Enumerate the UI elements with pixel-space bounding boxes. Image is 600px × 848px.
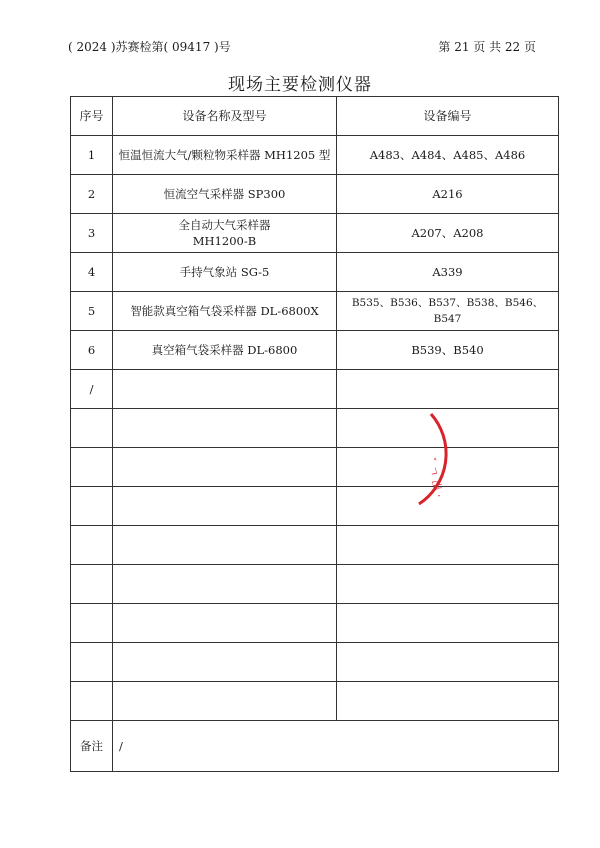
cell-name	[113, 214, 337, 253]
empty-cell	[113, 643, 337, 682]
cell-code: A216	[337, 175, 559, 214]
empty-cell	[71, 604, 113, 643]
column-header-code: 设备编号	[337, 97, 559, 136]
cell-code: A339	[337, 253, 559, 292]
page-number: 第 21 页 共 22 页	[438, 40, 536, 54]
document-number: ( 2024 )苏赛检第( 09417 )号	[68, 40, 231, 54]
cell-no: /	[71, 370, 113, 409]
empty-cell	[337, 643, 559, 682]
notes-value: /	[113, 721, 559, 772]
cell-no: 1	[71, 136, 113, 175]
empty-cell	[113, 487, 337, 526]
empty-cell	[113, 448, 337, 487]
seal-stamp	[405, 400, 485, 510]
table-header-row	[71, 97, 559, 136]
table-row	[71, 292, 559, 331]
cell-name: 智能款真空箱气袋采样器 DL-6800X	[113, 292, 337, 331]
empty-row	[71, 409, 559, 448]
empty-cell	[71, 565, 113, 604]
cell-name: 恒流空气采样器 SP300	[113, 175, 337, 214]
cell-name: 真空箱气袋采样器 DL-6800	[113, 331, 337, 370]
table-row	[71, 370, 559, 409]
instrument-table	[70, 96, 559, 772]
empty-row	[71, 565, 559, 604]
cell-name-line2: MH1200-B	[192, 234, 257, 248]
cell-code: A483、A484、A485、A486	[337, 136, 559, 175]
notes-label: 备注	[71, 721, 113, 772]
seal-mark: ˇ ㄱ 出 ·	[424, 455, 446, 499]
empty-cell	[71, 682, 113, 721]
empty-cell	[71, 448, 113, 487]
notes-row	[71, 721, 559, 772]
empty-cell	[113, 409, 337, 448]
table-row	[71, 253, 559, 292]
table-row	[71, 136, 559, 175]
empty-cell	[71, 487, 113, 526]
empty-cell	[113, 604, 337, 643]
empty-cell	[337, 604, 559, 643]
cell-name: 恒温恒流大气/颗粒物采样器 MH1205 型	[113, 136, 337, 175]
cell-no: 2	[71, 175, 113, 214]
cell-no: 4	[71, 253, 113, 292]
empty-cell	[337, 682, 559, 721]
empty-cell	[71, 526, 113, 565]
empty-row	[71, 448, 559, 487]
empty-row	[71, 487, 559, 526]
cell-name: 手持气象站 SG-5	[113, 253, 337, 292]
cell-name-line1: 全自动大气采样器	[178, 218, 271, 232]
cell-code: B535、B536、B537、B538、B546、B547	[337, 292, 559, 331]
table-row	[71, 214, 559, 253]
empty-cell	[337, 565, 559, 604]
cell-code: B539、B540	[337, 331, 559, 370]
empty-cell	[71, 409, 113, 448]
cell-no: 5	[71, 292, 113, 331]
empty-row	[71, 643, 559, 682]
cell-no: 3	[71, 214, 113, 253]
empty-cell	[337, 526, 559, 565]
empty-row	[71, 526, 559, 565]
empty-cell	[113, 526, 337, 565]
empty-cell	[71, 643, 113, 682]
empty-row	[71, 682, 559, 721]
empty-cell	[113, 682, 337, 721]
cell-name	[113, 370, 337, 409]
empty-row	[71, 604, 559, 643]
column-header-name: 设备名称及型号	[113, 97, 337, 136]
table-row	[71, 331, 559, 370]
column-header-no: 序号	[71, 97, 113, 136]
empty-cell	[113, 565, 337, 604]
table-row	[71, 175, 559, 214]
cell-no: 6	[71, 331, 113, 370]
cell-code: A207、A208	[337, 214, 559, 253]
page-title: 现场主要检测仪器	[228, 75, 372, 95]
